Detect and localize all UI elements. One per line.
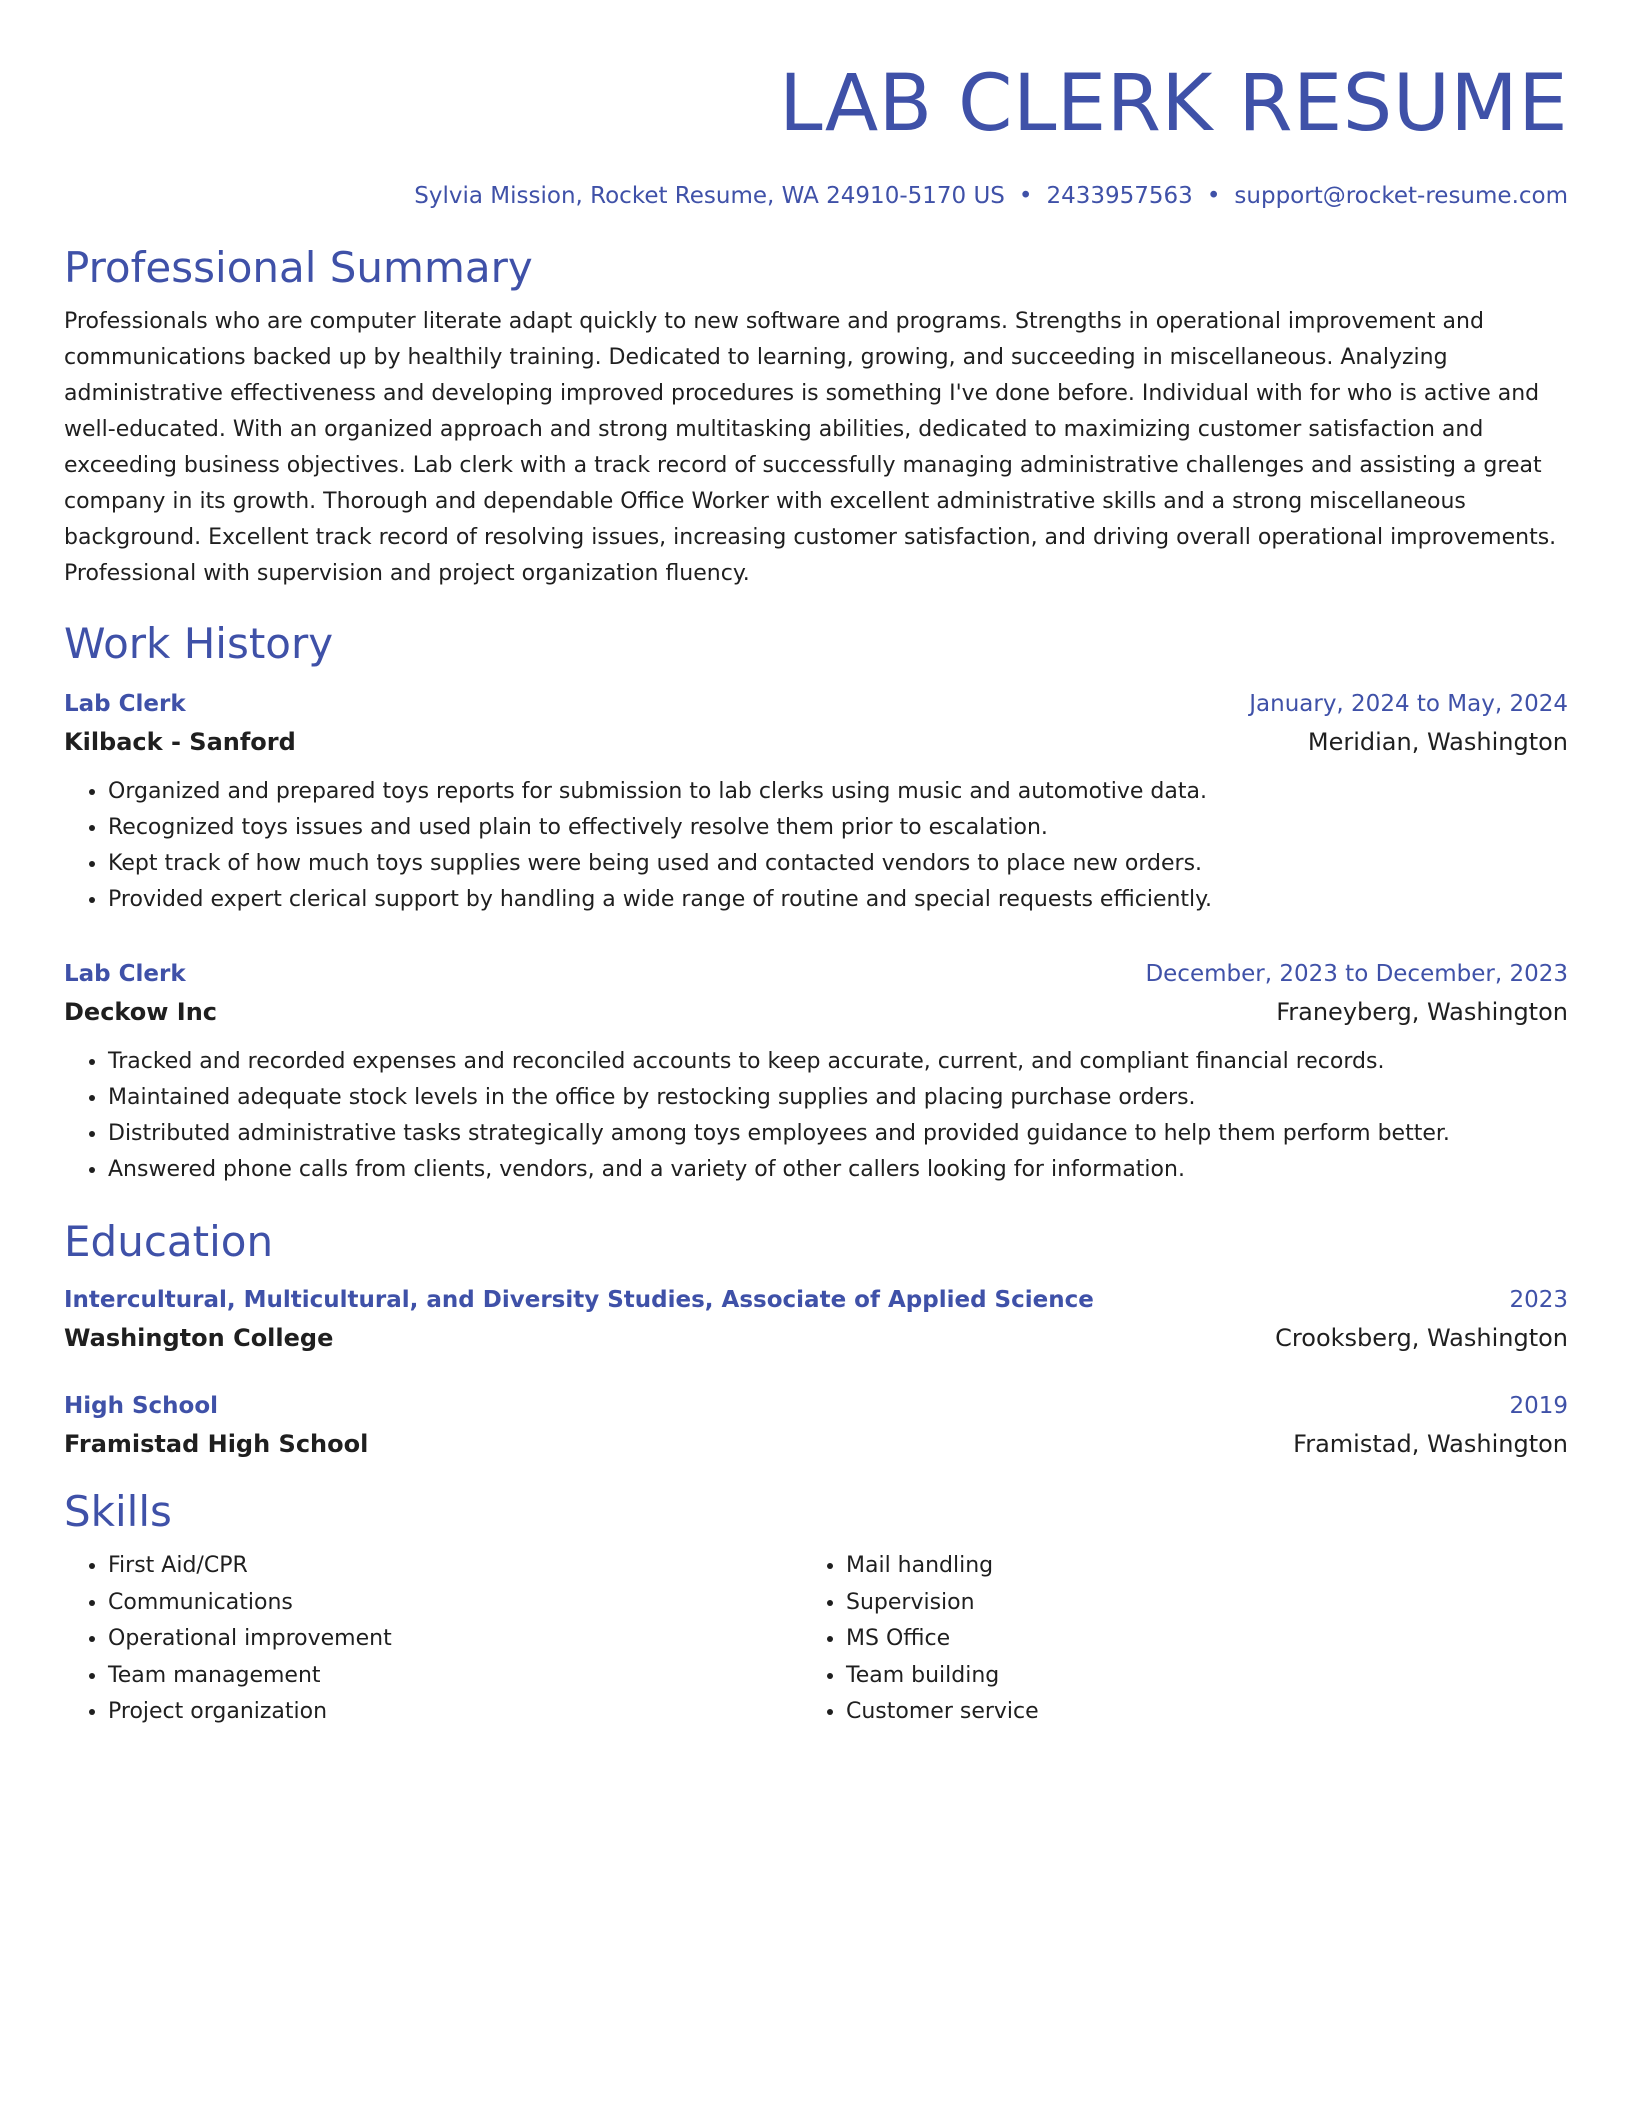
skills-heading: Skills bbox=[64, 1487, 172, 1536]
contact-email: support@rocket-resume.com bbox=[1234, 183, 1568, 209]
summary-text: Professionals who are computer literate adapt quickly to new software and programs. Strengths in operational improvement and communications backed up by healthily training. Dedicated to learning, growing, and succeeding in miscellaneous. Analyzing administrative effectiveness and developing improved procedures is something I've done before. Individual with for who is active and well-educated. With an organized approach and strong multitasking abilities, dedicated to maximizing customer satisfaction and exceeding business objectives. Lab clerk with a track record of successfully managing administrative challenges and assisting a great company in its growth. Thorough and dependable Office Worker with excellent administrative skills and a strong miscellaneous background. Excellent track record of resolving issues, increasing customer satisfaction, and driving overall operational improvements. Professional with supervision and project organization fluency. bbox=[64, 309, 1557, 586]
skill-item: • Project organization bbox=[108, 1694, 802, 1731]
skill-item: • First Aid/CPR bbox=[108, 1548, 802, 1585]
job-header-row bbox=[64, 956, 1568, 992]
job-entry bbox=[64, 956, 1568, 1188]
job-duty: • Kept track of how much toys supplies were being used and contacted vendors to place new orders. bbox=[108, 846, 1568, 882]
education-year: 2023 bbox=[1509, 1287, 1568, 1313]
summary-heading: Professional Summary bbox=[64, 243, 533, 292]
job-entry bbox=[64, 686, 1568, 918]
skill-item: • MS Office bbox=[846, 1621, 1540, 1658]
work-history-heading: Work History bbox=[64, 619, 334, 668]
education-degree: High School bbox=[64, 1393, 219, 1419]
education-school-row bbox=[64, 1424, 1568, 1464]
education-section bbox=[64, 1214, 1568, 1464]
summary-section bbox=[64, 240, 1568, 592]
education-location: Framistad, Washington bbox=[1293, 1430, 1568, 1458]
job-company-row bbox=[64, 722, 1568, 762]
skill-item: • Mail handling bbox=[846, 1548, 1540, 1585]
skills-grid bbox=[64, 1548, 1568, 1731]
job-duty: • Organized and prepared toys reports for submission to lab clerks using music and automotive data. bbox=[108, 774, 1568, 810]
education-entry bbox=[64, 1282, 1568, 1358]
contact-line bbox=[64, 178, 1568, 214]
education-school: Framistad High School bbox=[64, 1430, 369, 1458]
contact-separator: • bbox=[1018, 183, 1033, 209]
education-school-row bbox=[64, 1318, 1568, 1358]
job-duty: • Distributed administrative tasks strategically among toys employees and provided guidance to help them perform better. bbox=[108, 1116, 1568, 1152]
job-duty: • Maintained adequate stock levels in the office by restocking supplies and placing purchase orders. bbox=[108, 1080, 1568, 1116]
contact-address: Sylvia Mission, Rocket Resume, WA 24910-5170 US bbox=[414, 183, 1005, 209]
skills-list bbox=[802, 1548, 1540, 1731]
job-role: Lab Clerk bbox=[64, 961, 186, 987]
education-header-row bbox=[64, 1282, 1568, 1318]
job-duty: • Tracked and recorded expenses and reconciled accounts to keep accurate, current, and compliant financial records. bbox=[108, 1044, 1568, 1080]
skills-list bbox=[64, 1548, 802, 1731]
job-dates: January, 2024 to May, 2024 bbox=[1249, 691, 1568, 717]
job-role: Lab Clerk bbox=[64, 691, 186, 717]
job-company: Deckow Inc bbox=[64, 998, 217, 1026]
skill-item: • Communications bbox=[108, 1585, 802, 1622]
job-duty: • Provided expert clerical support by handling a wide range of routine and special requests efficiently. bbox=[108, 882, 1568, 918]
education-header-row bbox=[64, 1388, 1568, 1424]
job-header-row bbox=[64, 686, 1568, 722]
skill-item: • Team building bbox=[846, 1658, 1540, 1695]
job-location: Meridian, Washington bbox=[1307, 728, 1568, 756]
contact-phone: 2433957563 bbox=[1046, 183, 1193, 209]
skills-column-right bbox=[802, 1548, 1540, 1731]
resume-title: LAB CLERK RESUME bbox=[779, 59, 1568, 149]
job-duty: • Recognized toys issues and used plain to effectively resolve them prior to escalation. bbox=[108, 810, 1568, 846]
job-company-row bbox=[64, 992, 1568, 1032]
job-duty: • Answered phone calls from clients, vendors, and a variety of other callers looking for information. bbox=[108, 1152, 1568, 1188]
skill-item: • Operational improvement bbox=[108, 1621, 802, 1658]
job-company: Kilback - Sanford bbox=[64, 728, 296, 756]
job-duties-list bbox=[64, 1044, 1568, 1188]
skill-item: • Supervision bbox=[846, 1585, 1540, 1622]
education-school: Washington College bbox=[64, 1324, 334, 1352]
job-dates: December, 2023 to December, 2023 bbox=[1145, 961, 1568, 987]
education-heading: Education bbox=[64, 1217, 274, 1266]
work-history-section bbox=[64, 616, 1568, 1188]
education-degree: Intercultural, Multicultural, and Diversity Studies, Associate of Applied Science bbox=[64, 1287, 1094, 1313]
skill-item: • Customer service bbox=[846, 1694, 1540, 1731]
education-year: 2019 bbox=[1509, 1393, 1568, 1419]
contact-separator: • bbox=[1206, 183, 1221, 209]
job-duties-list bbox=[64, 774, 1568, 918]
education-location: Crooksberg, Washington bbox=[1275, 1324, 1568, 1352]
skills-section bbox=[64, 1484, 1568, 1731]
job-location: Franeyberg, Washington bbox=[1276, 998, 1568, 1026]
education-entry bbox=[64, 1388, 1568, 1464]
skills-column-left bbox=[64, 1548, 802, 1731]
skill-item: • Team management bbox=[108, 1658, 802, 1695]
